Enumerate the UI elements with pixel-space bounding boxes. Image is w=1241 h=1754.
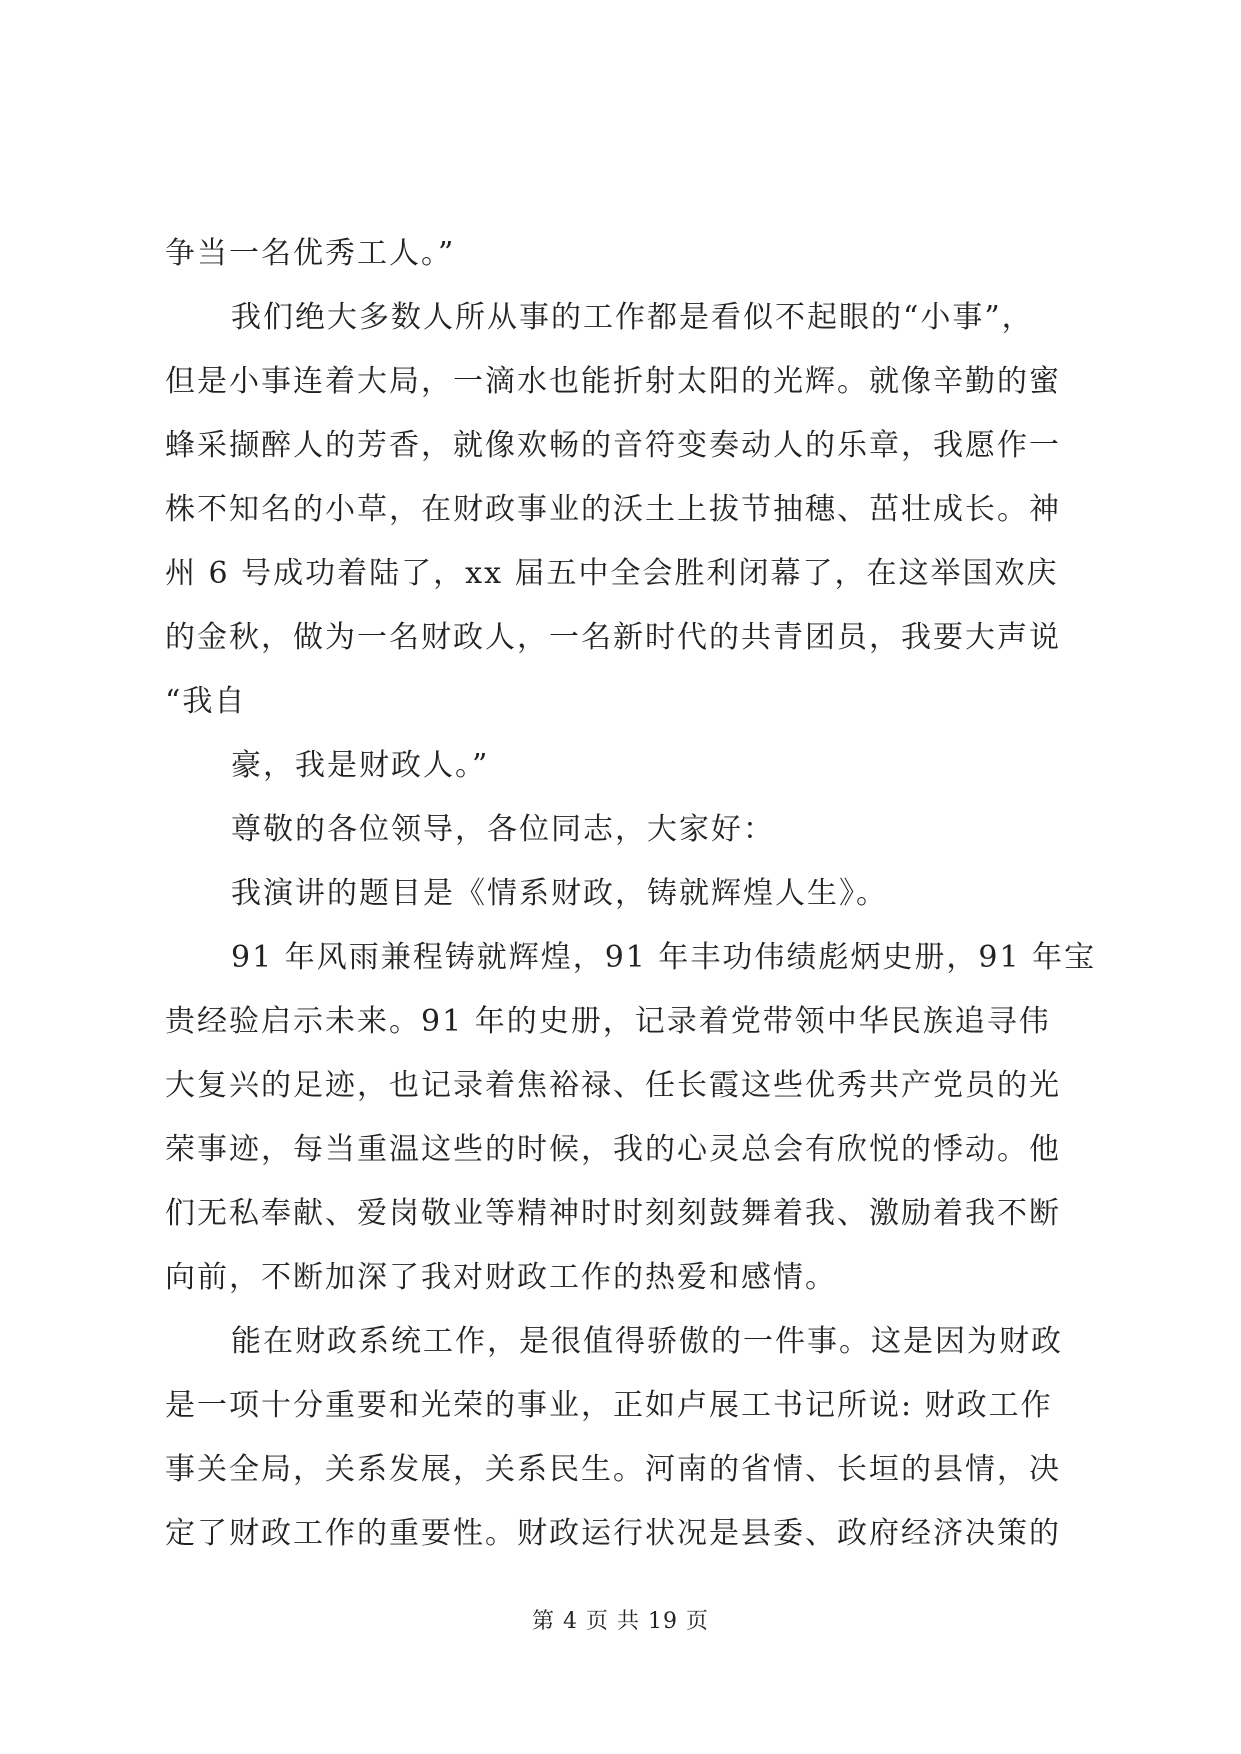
text-line: 尊敬的各位领导，各位同志，大家好：: [231, 812, 775, 847]
text-line: 91 年风雨兼程铸就辉煌，91 年丰功伟绩彪炳史册，91 年宝: [231, 940, 1097, 975]
text-line: 争当一名优秀工人。”: [165, 236, 456, 271]
text-line: 但是小事连着大局，一滴水也能折射太阳的光辉。就像辛勤的蜜: [165, 364, 1061, 399]
text-line: 事关全局，关系发展，关系民生。河南的省情、长垣的县情，决: [165, 1452, 1061, 1487]
body-text: [165, 222, 1097, 1566]
text-line: 荣事迹，每当重温这些的时候，我的心灵总会有欣悦的悸动。他: [165, 1132, 1061, 1167]
text-line: 定了财政工作的重要性。财政运行状况是县委、政府经济决策的: [165, 1516, 1061, 1551]
text-line: 我们绝大多数人所从事的工作都是看似不起眼的“小事”，: [231, 300, 1034, 335]
text-line: 豪，我是财政人。”: [231, 748, 490, 783]
text-line: 我演讲的题目是《情系财政，铸就辉煌人生》。: [231, 876, 888, 911]
text-line: “我自: [165, 684, 247, 719]
page-footer: 第 4 页 共 19 页: [532, 1609, 709, 1634]
text-line: 州 6 号成功着陆了，xx 届五中全会胜利闭幕了，在这举国欢庆: [165, 556, 1059, 591]
text-line: 大复兴的足迹，也记录着焦裕禄、任长霞这些优秀共产党员的光: [165, 1068, 1061, 1103]
text-line: 向前，不断加深了我对财政工作的热爱和感情。: [165, 1260, 837, 1295]
text-line: 蜂采撷醉人的芳香，就像欢畅的音符变奏动人的乐章，我愿作一: [165, 428, 1061, 463]
text-line: 贵经验启示未来。91 年的史册，记录着党带领中华民族追寻伟: [165, 1004, 1051, 1039]
text-line: 能在财政系统工作，是很值得骄傲的一件事。这是因为财政: [231, 1324, 1063, 1359]
text-line: 的金秋，做为一名财政人，一名新时代的共青团员，我要大声说: [165, 620, 1061, 655]
text-line: 们无私奉献、爱岗敬业等精神时时刻刻鼓舞着我、激励着我不断: [165, 1196, 1061, 1231]
text-line: 是一项十分重要和光荣的事业，正如卢展工书记所说: 财政工作: [165, 1388, 1053, 1423]
text-line: 株不知名的小草，在财政事业的沃土上拔节抽穗、茁壮成长。神: [165, 492, 1061, 527]
